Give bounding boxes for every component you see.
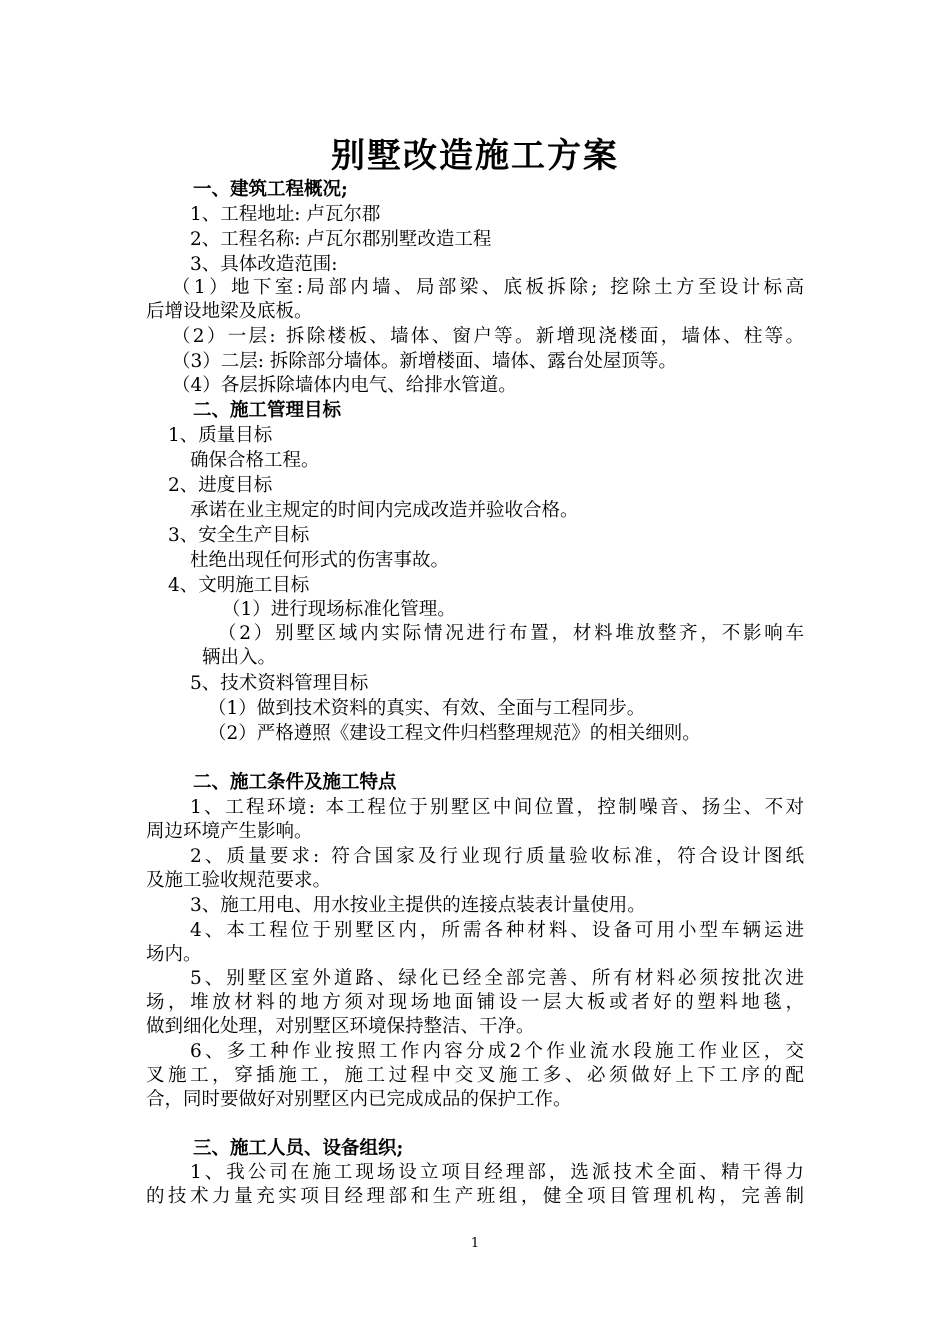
text-line: （2）别墅区域内实际情况进行布置，材料堆放整齐，不影响车 [218,623,807,644]
text-line: 4、文明施工目标 [168,575,310,596]
text-line: 6、多工种作业按照工作内容分成2个作业流水段施工作业区，交 [190,1041,808,1062]
text-line: 1、工程环境: 本工程位于别墅区中间位置，控制噪音、扬尘、不对 [190,797,807,818]
text-line: （3）二层: 拆除部分墙体。新增楼面、墙体、露台处屋顶等。 [172,351,677,372]
text-line: （1）地下室:局部内墙、局部梁、底板拆除; 挖除土方至设计标高 [172,277,808,298]
text-line: （1）做到技术资料的真实、有效、全面与工程同步。 [208,698,646,719]
page-number: 1 [470,1236,480,1251]
section-heading: 二、施工条件及施工特点 [193,772,397,793]
text-line: 1、工程地址: 卢瓦尔郡 [190,204,381,225]
text-line: （2）一层: 拆除楼板、墙体、窗户等。新增现浇楼面，墙体、柱等。 [172,326,807,347]
text-line: 5、别墅区室外道路、绿化已经全部完善、所有材料必须按批次进 [190,968,807,989]
text-line: 合，同时要做好对别墅区内已完成成品的保护工作。 [146,1089,572,1110]
text-line: 4、本工程位于别墅区内，所需各种材料、设备可用小型车辆运进 [190,920,807,941]
section-heading: 一、建筑工程概况; [193,179,348,200]
text-line: 场内。 [146,944,202,965]
document-title: 别墅改造施工方案 [331,136,619,176]
text-line: （1）进行现场标准化管理。 [222,599,456,620]
section-heading: 三、施工人员、设备组织; [193,1138,404,1159]
text-line: 2、进度目标 [168,475,273,496]
text-line: （2）严格遵照《建设工程文件归档整理规范》的相关细则。 [208,723,701,744]
text-line: 叉施工，穿插施工，施工过程中交叉施工多、必须做好上下工序的配 [146,1065,808,1086]
text-line: 1、我公司在施工现场设立项目经理部，选派技术全面、精干得力 [190,1162,807,1183]
text-line: 3、具体改造范围: [190,254,338,275]
text-line: 1、质量目标 [168,425,273,446]
text-line: 的技术力量充实项目经理部和生产班组，健全项目管理机构，完善制 [146,1186,808,1207]
text-line: 承诺在业主规定的时间内完成改造并验收合格。 [190,500,579,521]
text-line: 3、施工用电、用水按业主提供的连接点装表计量使用。 [190,895,646,916]
text-line: 辆出入。 [202,647,277,668]
text-line: 2、工程名称: 卢瓦尔郡别墅改造工程 [190,229,492,250]
text-line: 周边环境产生影响。 [146,821,313,842]
text-line: 后增设地梁及底板。 [146,301,313,322]
text-line: （4）各层拆除墙体内电气、给排水管道。 [172,375,517,396]
text-line: 做到细化处理，对别墅区环境保持整洁、干净。 [146,1016,535,1037]
text-line: 5、技术资料管理目标 [190,673,369,694]
text-line: 确保合格工程。 [190,450,320,471]
text-line: 及施工验收规范要求。 [146,870,332,891]
section-heading: 二、施工管理目标 [193,400,342,421]
text-line: 3、安全生产目标 [168,525,310,546]
text-line: 2、质量要求: 符合国家及行业现行质量验收标准，符合设计图纸 [190,846,808,867]
text-line: 杜绝出现任何形式的伤害事故。 [190,550,450,571]
text-line: 场，堆放材料的地方须对现场地面铺设一层大板或者好的塑料地毯， [146,992,808,1013]
